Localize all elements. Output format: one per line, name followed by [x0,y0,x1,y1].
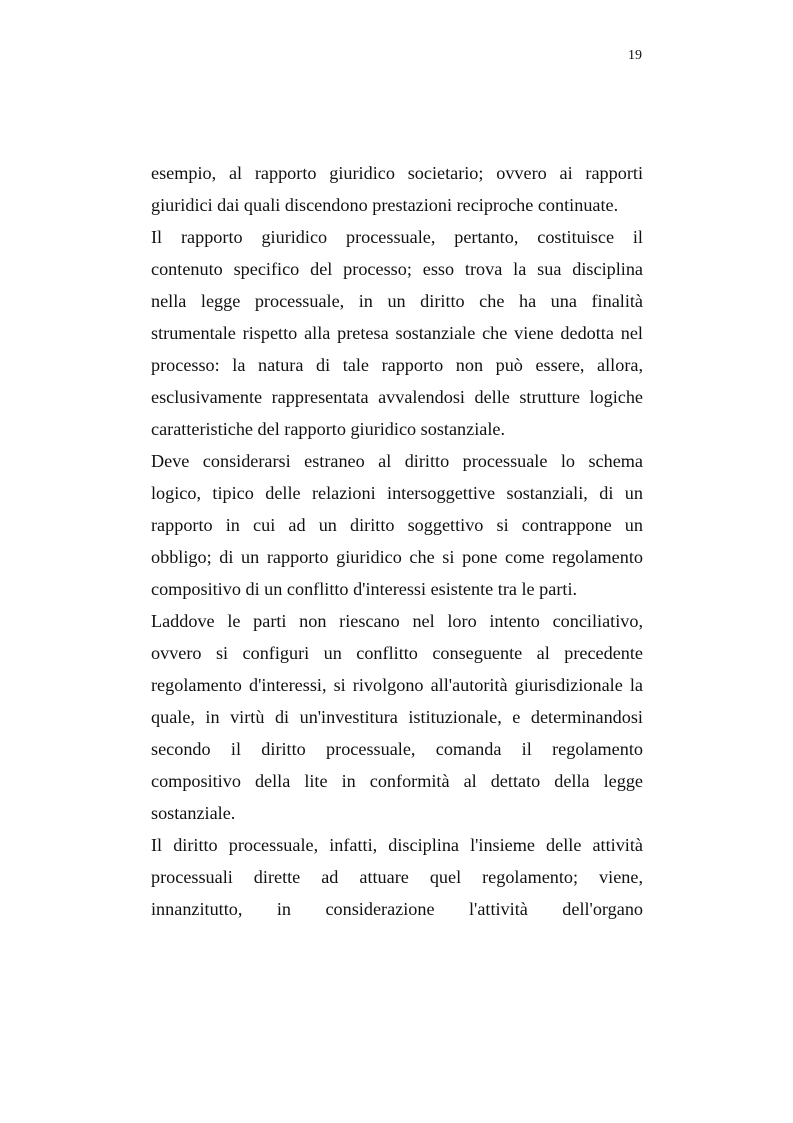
text-line: processo: la natura di tale rapporto non può essere, allora, [151,355,643,375]
text-line: contenuto specifico del processo; esso trova la sua disciplina [151,259,643,279]
text-line: Il rapporto giuridico processuale, pertanto, costituisce il [151,227,643,247]
text-line: Il diritto processuale, infatti, disciplina l'insieme delle attività [151,835,643,855]
text-line: ovvero si configuri un conflitto conseguente al precedente [151,643,643,663]
text-line: caratteristiche del rapporto giuridico sostanziale. [151,419,506,439]
text-line: processuali dirette ad attuare quel regolamento; viene, [151,867,643,887]
text-line: sostanziale. [151,803,236,823]
page-number: 19 [628,48,642,63]
body-text [151,157,643,925]
text-line: giuridici dai quali discendono prestazioni reciproche continuate. [151,195,619,215]
text-line: rapporto in cui ad un diritto soggettivo si contrappone un [151,515,643,535]
text-line: quale, in virtù di un'investitura istituzionale, e determinandosi [151,707,643,727]
text-line: Laddove le parti non riescano nel loro intento conciliativo, [151,611,643,631]
text-line: Deve considerarsi estraneo al diritto processuale lo schema [151,451,643,471]
text-line: obbligo; di un rapporto giuridico che si pone come regolamento [151,547,643,567]
text-line: esempio, al rapporto giuridico societario; ovvero ai rapporti [151,163,643,183]
text-line: compositivo di un conflitto d'interessi esistente tra le parti. [151,579,578,599]
text-line: esclusivamente rappresentata avvalendosi delle strutture logiche [151,387,643,407]
text-line: innanzitutto, in considerazione l'attività dell'organo [151,899,643,919]
text-line: nella legge processuale, in un diritto che ha una finalità [151,291,643,311]
text-line: logico, tipico delle relazioni intersoggettive sostanziali, di un [151,483,643,503]
text-line: strumentale rispetto alla pretesa sostanziale che viene dedotta nel [151,323,643,343]
text-line: compositivo della lite in conformità al dettato della legge [151,771,643,791]
text-line: secondo il diritto processuale, comanda il regolamento [151,739,643,759]
text-line: regolamento d'interessi, si rivolgono all'autorità giurisdizionale la [151,675,643,695]
